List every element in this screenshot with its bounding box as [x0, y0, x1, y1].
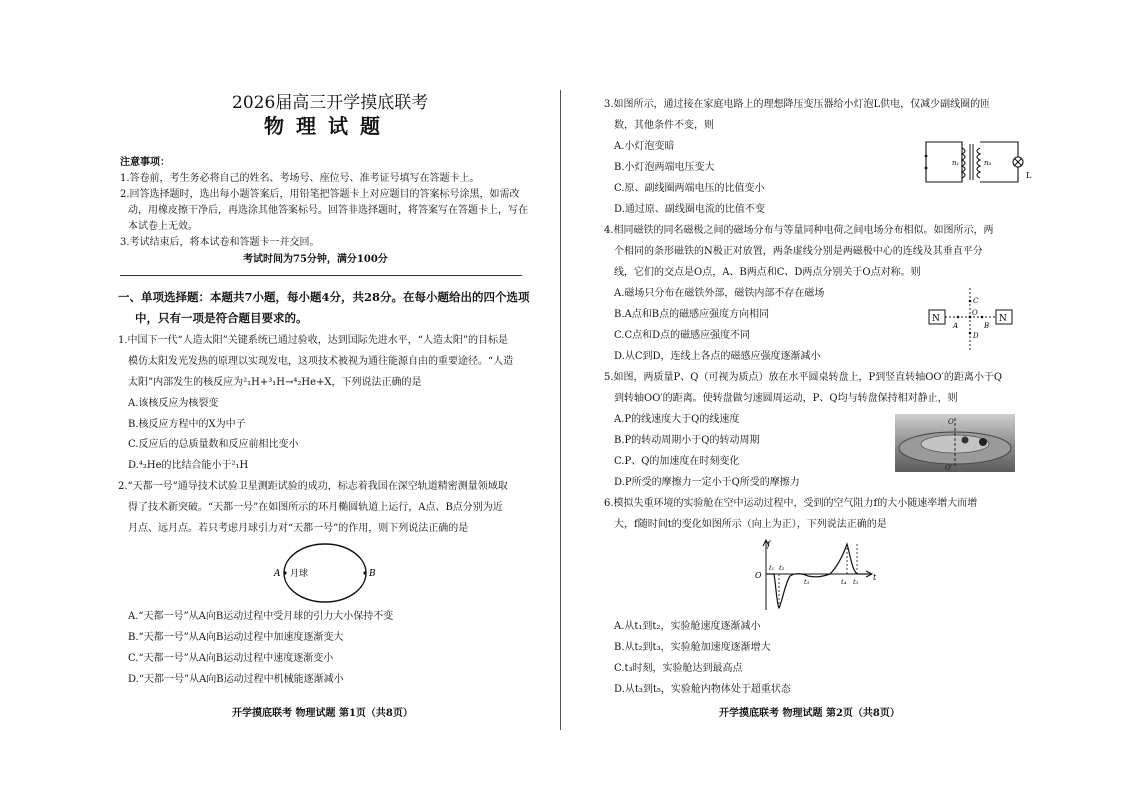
q2-option-a: A.“天都一号”从A向B运动过程中受月球的引力大小保持不变	[128, 611, 394, 622]
note-line: 本试卷上无效。	[128, 221, 198, 232]
label-f: f	[767, 540, 770, 549]
note-line: 3.考试结束后，将本试卷和答题卡一并交回。	[120, 237, 320, 248]
q5-option-a: A.P的线速度大于Q的线速度	[614, 414, 740, 425]
exam-title-top: 2026届高三开学摸底联考	[232, 93, 429, 113]
label-t4: t₄	[841, 578, 847, 586]
page-footer: 开学摸底联考 物理试题 第2页（共8页）	[719, 708, 900, 719]
notes-heading: 注意事项：	[120, 157, 170, 168]
note-line: 动，用橡皮擦干净后，再选涂其他答案标号。回答非选择题时，将答案写在答题卡上，写在	[128, 205, 528, 216]
label-t5: t₅	[853, 578, 859, 586]
q6-option-a: A.从t₁到t₂，实验舱速度逐渐减小	[614, 621, 761, 632]
header-divider	[120, 275, 522, 276]
q4-stem: 个相同的条形磁铁的N极正对放置，两条虚线分别是两磁极中心的连线及其垂直平分	[614, 246, 983, 257]
q4-stem: 线，它们的交点是O点，A、B两点和C、D两点分别关于O点对称。则	[614, 267, 921, 278]
label-b: B	[984, 322, 990, 330]
q1-option-b: B.核反应方程中的X为中子	[128, 419, 246, 430]
label-right-n: N	[999, 314, 1007, 324]
label-n2: n₂	[984, 159, 992, 167]
object-p	[962, 437, 969, 444]
label-o-top: O	[948, 418, 954, 426]
right-page	[562, 0, 1123, 794]
label-moon: 月球	[290, 569, 309, 579]
q4-option-c: C.C点和D点的磁感应强度不同	[614, 330, 751, 341]
label-o-bottom: O′	[945, 464, 953, 472]
section-heading: 一、单项选择题：本题共7小题，每小题4分，共28分。在每小题给出的四个选项	[118, 290, 530, 304]
label-t: t	[873, 573, 877, 582]
exam-title-main: 物理试题	[264, 114, 392, 138]
label-t1: t₁	[769, 564, 775, 572]
exam-info: 考试时间为75分钟，满分100分	[243, 254, 388, 265]
q1-stem: 1.中国下一代“人造太阳”关键系统已通过验收，达到国际先进水平，“人造太阳”的目标是	[118, 335, 508, 346]
page-divider	[560, 90, 561, 730]
q1-option-a: A.该核反应为核裂变	[128, 398, 219, 409]
q1-option-c: C.反应后的总质量数和反应前相比变小	[128, 439, 299, 450]
q3-option-d: D.通过原、副线圈电流的比值不变	[614, 204, 765, 215]
q5-stem: 到转轴OO′的距离。使转盘做匀速圆周运动，P、Q均与转盘保持相对静止，则	[614, 393, 958, 404]
label-a: A	[953, 322, 959, 330]
q4-option-d: D.从C到D，连线上各点的磁感应强度逐渐减小	[614, 351, 821, 362]
q6-option-c: C.t₃时刻，实验舱达到最高点	[614, 663, 743, 674]
q5-stem: 5.如图，两质量P、Q（可视为质点）放在水平圆桌转盘上，P到竖直转轴OO′的距离小于Q	[604, 372, 1003, 383]
page-footer: 开学摸底联考 物理试题 第1页（共8页）	[232, 708, 413, 719]
q6-option-b: B.从t₂到t₃，实验舱加速度逐渐增大	[614, 642, 771, 653]
q1-stem: 模仿太阳发光发热的原理以实现发电，这项技术被视为通往能源自由的重要途径。“人造	[128, 356, 514, 367]
note-line: 2.回答选择题时，选出每小题答案后，用铅笔把答题卡上对应题目的答案标号涂黑，如需改	[120, 189, 520, 200]
q2-option-b: B.“天都一号”从A向B运动过程中加速度逐渐变大	[128, 632, 344, 643]
q2-stem: 2.“天都一号”通导技术试验卫星测距试验的成功，标志着我国在深空轨道精密测量领域取	[118, 481, 508, 492]
q6-stem: 6.模拟失重环境的实验舱在空中运动过程中，受到的空气阻力f的大小随速率增大而增	[604, 498, 978, 509]
point-b	[363, 571, 366, 574]
q4-stem: 4.相同磁铁的同名磁极之间的磁场分布与等量同种电荷之间电场分布相似。如图所示，两	[604, 225, 994, 236]
magnets-diagram	[927, 286, 1022, 356]
turntable-photo	[895, 414, 1015, 472]
q2-stem: 月点、远月点。若只考虑月球引力对“天都一号”的作用，则下列说法正确的是	[128, 523, 469, 534]
q3-option-a: A.小灯泡变暗	[614, 141, 675, 152]
orbit-diagram	[270, 538, 380, 608]
q2-option-c: C.“天都一号”从A向B运动过程中速度逐渐变小	[128, 653, 334, 664]
q5-option-b: B.P的转动周期小于Q的转动周期	[614, 435, 760, 446]
q5-option-d: D.P所受的摩擦力一定小于Q所受的摩擦力	[614, 477, 800, 488]
label-b: B	[369, 569, 376, 579]
left-page	[0, 0, 560, 794]
q3-stem: 数，其他条件不变，则	[614, 120, 714, 131]
point-a	[283, 571, 286, 574]
label-o: O	[972, 309, 978, 317]
label-n1: n₁	[952, 159, 960, 167]
label-origin: O	[755, 571, 762, 580]
label-t3: t₃	[804, 578, 810, 586]
transformer-diagram	[922, 138, 1034, 186]
secondary-coil	[977, 148, 980, 178]
label-a: A	[274, 569, 281, 579]
object-q	[979, 438, 987, 446]
section-heading-cont: 中，只有一项是符合题目要求的。	[135, 311, 308, 325]
q5-option-c: C.P、Q的加速度在时刻变化	[614, 456, 740, 467]
label-t2: t₂	[779, 564, 785, 572]
q1-option-d: D.⁴₂He的比结合能小于²₁H	[128, 460, 249, 471]
q2-stem: 得了技术新突破。“天都一号”在如图所示的环月椭圆轨道上运行，A点、B点分别为近	[128, 502, 503, 513]
label-lamp: L	[1026, 171, 1032, 180]
q4-option-a: A.磁场只分布在磁铁外部，磁铁内部不存在磁场	[614, 288, 825, 299]
q3-option-c: C.原、副线圈两端电压的比值变小	[614, 183, 765, 194]
note-line: 1.答卷前，考生务必将自己的姓名、考场号、座位号、准考证号填写在答题卡上。	[120, 173, 480, 184]
q2-option-d: D.“天都一号”从A向B运动过程中机械能逐渐减小	[128, 674, 344, 685]
q6-stem: 大，f随时间t的变化如图所示（向上为正），下列说法正确的是	[614, 519, 887, 530]
q3-option-b: B.小灯泡两端电压变大	[614, 162, 715, 173]
label-c: C	[973, 297, 979, 305]
q4-option-b: B.A点和B点的磁感应强度方向相同	[614, 309, 770, 320]
label-d: D	[973, 332, 979, 340]
q3-stem: 3.如图所示，通过接在家庭电路上的理想降压变压器给小灯泡L供电，仅减少副线圈的匝	[604, 99, 991, 110]
q6-option-d: D.从t₃到t₅，实验舱内物体处于超重状态	[614, 684, 791, 695]
label-left-n: N	[932, 314, 940, 324]
q1-stem: 太阳”内部发生的核反应为²₁H+³₁H→⁴₂He+X，下列说法正确的是	[128, 377, 422, 388]
force-curve	[766, 544, 868, 608]
force-time-graph	[752, 538, 882, 614]
